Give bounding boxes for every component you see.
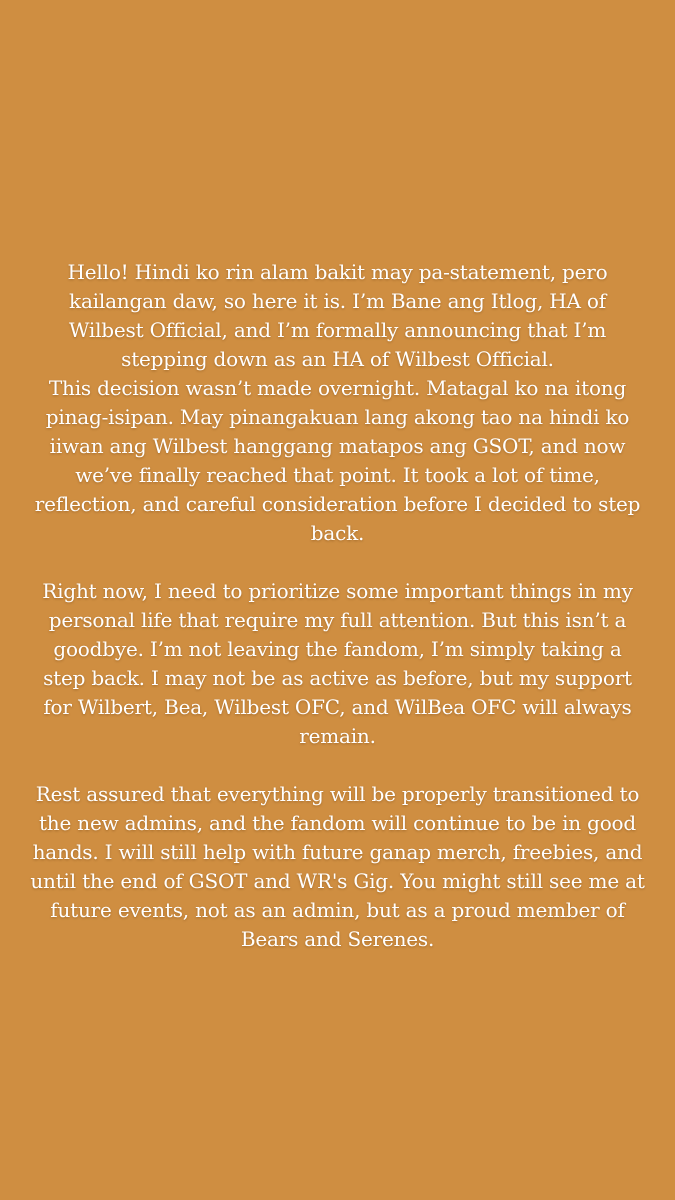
statement-paragraph-transition: Rest assured that everything will be properly transitioned to the new admins, and the fandom will continue to be in good hands. I will still help with future ganap merch, freebies, and until the end of GSOT and WR's Gig. You might still see me at future events, not as an admin, but as a proud member of Bears and Serenes. [30, 782, 645, 951]
paragraph-spacer [30, 548, 645, 577]
statement-paragraph-intro: Hello! Hindi ko rin alam bakit may pa-statement, pero kailangan daw, so here it is. I’m Bane ang Itlog, HA of Wilbest Official, and I’m formally announcing that I’m stepping down as an HA of Wilbest Official. [67, 260, 608, 371]
statement-paragraph-priorities: Right now, I need to prioritize some important things in my personal life that require my full attention. But this isn’t a goodbye. I’m not leaving the fandom, I’m simply taking a step back. I may not be as active as before, but my support for Wilbert, Bea, Wilbest OFC, and WilBea OFC will always remain. [42, 579, 633, 748]
paragraph-spacer [30, 751, 645, 780]
statement-paragraph-decision: This decision wasn’t made overnight. Matagal ko na itong pinag-isipan. May pinangakuan lang akong tao na hindi ko iiwan ang Wilbest hanggang matapos ang GSOT, and now we’ve finally reached that point. It took a lot of time, reflection, and careful consideration before I decided to step back. [34, 376, 641, 545]
statement-text-block [30, 258, 645, 954]
